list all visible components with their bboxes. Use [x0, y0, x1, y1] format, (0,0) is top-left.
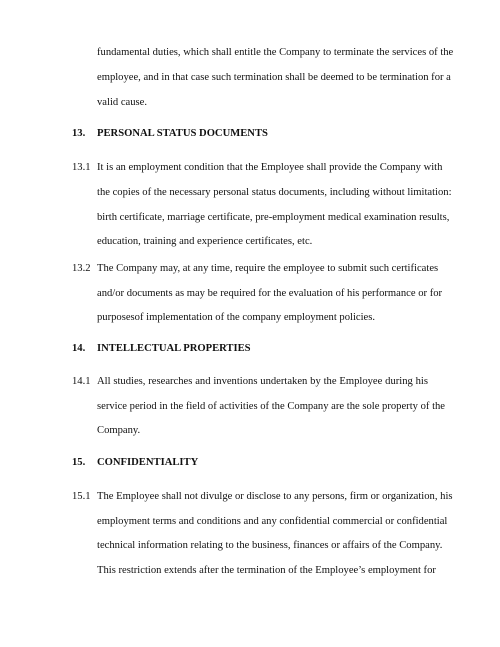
clause-line: service period in the field of activities of the Company are the sole property of the — [97, 401, 446, 412]
paragraph-line: valid cause. — [97, 97, 148, 108]
section-heading: CONFIDENTIALITY — [97, 457, 199, 468]
clause-line: purposesof implementation of the company employment policies. — [97, 312, 376, 323]
section-heading: PERSONAL STATUS DOCUMENTS — [97, 128, 268, 139]
clause-line: The Company may, at any time, require the employee to submit such certificates — [97, 263, 439, 274]
clause-line: the copies of the necessary personal status documents, including without limitation: — [97, 187, 452, 198]
clause-line: education, training and experience certificates, etc. — [97, 236, 313, 247]
section-number: 14. — [72, 343, 86, 354]
clause-number: 14.1 — [72, 376, 91, 387]
clause-line: It is an employment condition that the Employee shall provide the Company with — [97, 162, 443, 173]
clause-line: All studies, researches and inventions undertaken by the Employee during his — [97, 376, 428, 387]
clause-line: The Employee shall not divulge or disclose to any persons, firm or organization, his — [97, 491, 453, 502]
clause-number: 13.2 — [72, 263, 91, 274]
clause-line: employment terms and conditions and any confidential commercial or confidential — [97, 516, 448, 527]
paragraph-line: employee, and in that case such termination shall be deemed to be termination for a — [97, 72, 451, 83]
clause-line: and/or documents as may be required for the evaluation of his performance or for — [97, 288, 443, 299]
section-heading: INTELLECTUAL PROPERTIES — [97, 343, 251, 354]
clause-number: 15.1 — [72, 491, 91, 502]
clause-line: This restriction extends after the termination of the Employee’s employment for — [97, 565, 436, 576]
clause-line: Company. — [97, 425, 141, 436]
clause-line: birth certificate, marriage certificate, pre-employment medical examination results, — [97, 212, 450, 223]
paragraph-line: fundamental duties, which shall entitle the Company to terminate the services of the — [97, 47, 454, 58]
clause-number: 13.1 — [72, 162, 91, 173]
clause-line: technical information relating to the business, finances or affairs of the Company. — [97, 540, 443, 551]
section-number: 13. — [72, 128, 86, 139]
section-number: 15. — [72, 457, 86, 468]
